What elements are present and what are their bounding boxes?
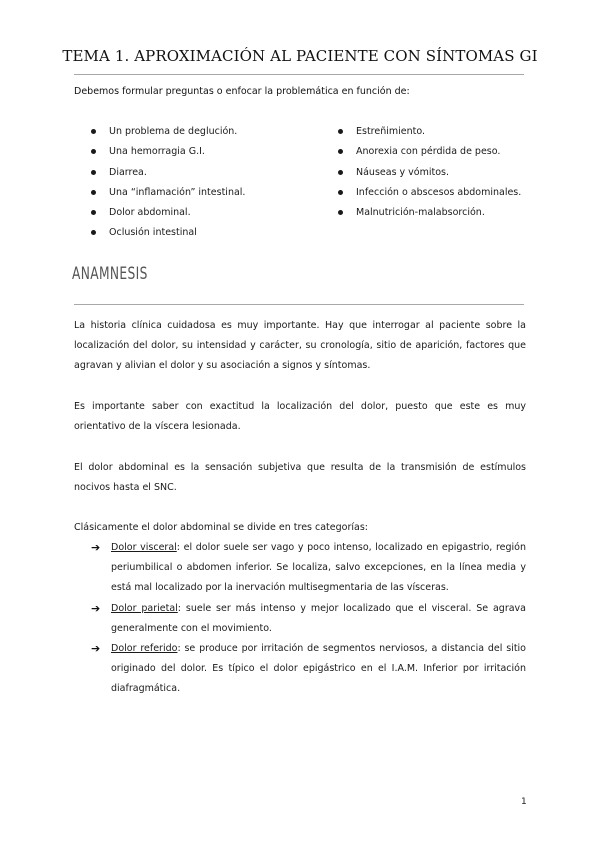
bullet-icon: [338, 190, 343, 195]
bullet-icon: [91, 129, 96, 134]
page-number: 1: [521, 797, 527, 807]
bullet-icon: [338, 149, 343, 154]
bullet-icon: [91, 149, 96, 154]
term-label: Dolor parietal: [111, 602, 178, 614]
list-item: [91, 599, 526, 639]
bullet-icon: [91, 190, 96, 195]
list-item: [91, 639, 526, 700]
list-item: Una hemorragia G.I.: [91, 144, 245, 164]
bullet-icon: [91, 210, 96, 215]
paragraph: El dolor abdominal es la sensación subjetiva que resulta de la transmisión de estímulos nocivos hasta el SNC.: [74, 462, 526, 494]
arrow-right-icon: ➔: [91, 642, 101, 656]
paragraph: Clásicamente el dolor abdominal se divide en tres categorías:: [74, 522, 368, 533]
list-item: Náuseas y vómitos.: [338, 165, 521, 185]
bullet-icon: [91, 170, 96, 175]
symptom-list-right: [338, 124, 521, 225]
arrow-right-icon: ➔: [91, 601, 101, 615]
section-divider: [74, 304, 524, 305]
bullet-icon: [91, 230, 96, 235]
term-description: : suele ser más intenso y mejor localizado que el visceral. Se agrava generalmente con el movimiento.: [111, 602, 526, 634]
list-item: [91, 538, 526, 599]
arrow-right-icon: ➔: [91, 541, 101, 554]
list-item: Dolor abdominal.: [91, 205, 245, 225]
bullet-icon: [338, 170, 343, 175]
intro-text: Debemos formular preguntas o enfocar la problemática en función de:: [74, 86, 410, 97]
list-item: Una “inflamación” intestinal.: [91, 185, 245, 205]
bullet-icon: [338, 210, 343, 215]
list-item: Infección o abscesos abdominales.: [338, 185, 521, 205]
term-description: : el dolor suele ser vago y poco intenso, localizado en epigastrio, región periumbilical o abdomen inferior. Se localiza, salvo excepciones, en la línea media y está mal localizado por la inervación multisegmentaria de las vísceras.: [111, 542, 526, 594]
term-label: Dolor referido: [111, 643, 178, 655]
section-heading-anamnesis: ANAMNESIS: [72, 264, 148, 284]
list-item: Un problema de deglución.: [91, 124, 245, 144]
list-item: Malnutrición-malabsorción.: [338, 205, 521, 225]
term-label: Dolor visceral: [111, 542, 177, 553]
bullet-icon: [338, 129, 343, 134]
pain-type-list: [91, 538, 526, 700]
title-divider: [74, 74, 524, 75]
list-item: Diarrea.: [91, 165, 245, 185]
paragraph: Es importante saber con exactitud la localización del dolor, puesto que este es muy orientativo de la víscera lesionada.: [74, 401, 526, 433]
symptom-list-left: [91, 124, 245, 246]
paragraph: La historia clínica cuidadosa es muy importante. Hay que interrogar al paciente sobre la localización del dolor, su intensidad y carácter, su cronología, sitio de aparición, factores que agravan y alivian el dolor y su asociación a signos y síntomas.: [74, 320, 526, 372]
list-item: Anorexia con pérdida de peso.: [338, 144, 521, 164]
list-item: Oclusión intestinal: [91, 225, 245, 245]
term-description: : se produce por irritación de segmentos nerviosos, a distancia del sitio originado del dolor. Es típico el dolor epigástrico en el I.A.M. Inferior por irritación diafragmática.: [111, 643, 526, 695]
page-title: TEMA 1. APROXIMACIÓN AL PACIENTE CON SÍNTOMAS GI: [62, 47, 538, 66]
list-item: Estreñimiento.: [338, 124, 521, 144]
